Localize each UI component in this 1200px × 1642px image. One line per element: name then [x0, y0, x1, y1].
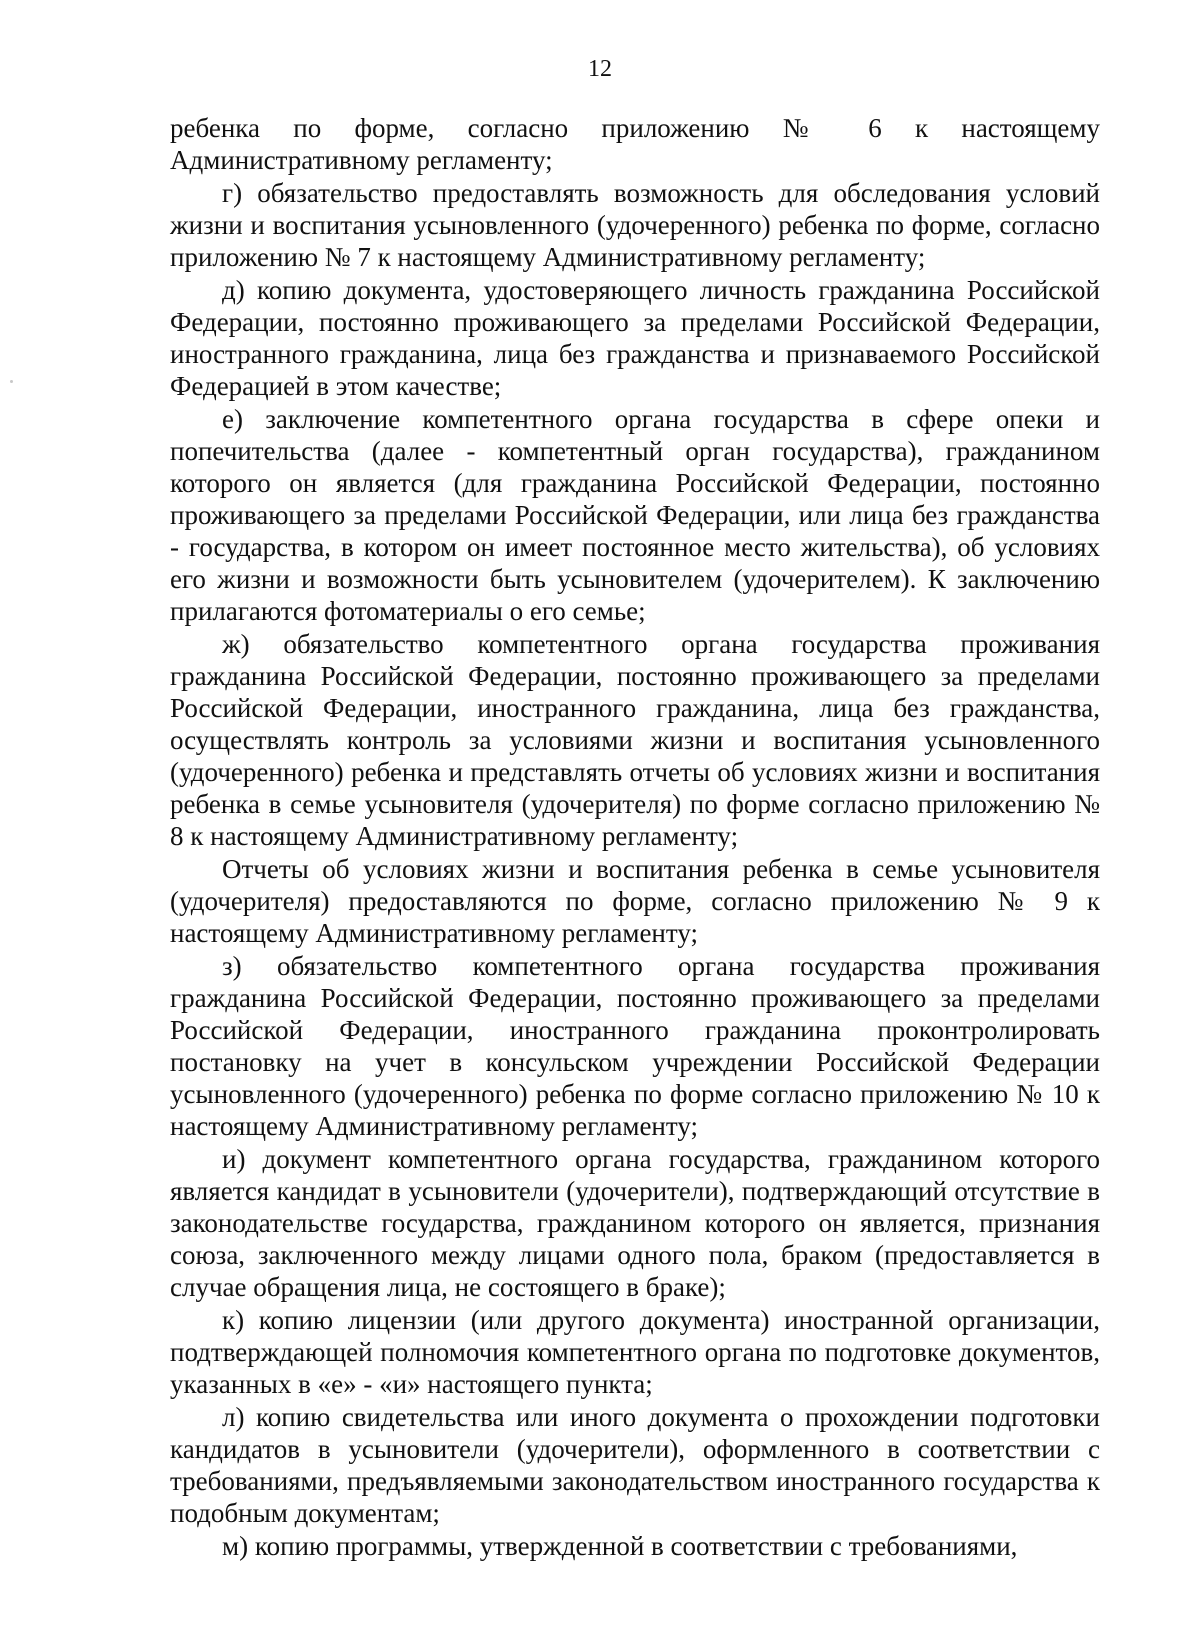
paragraph-item-g: г) обязательство предоставлять возможность для обследования условий жизни и воспитания усыновленного (удочеренного) ребенка по форме, согласно приложению № 7 к настоящему Административному регламенту;	[170, 178, 1100, 272]
paragraph-item-k: к) копию лицензии (или другого документа) иностранной организации, подтверждающей полномочия компетентного органа по подготовке документов, указанных в «е» - «и» настоящего пункта;	[170, 1305, 1100, 1399]
paragraph-continuation: ребенка по форме, согласно приложению № 6 к настоящему Административному регламенту;	[170, 113, 1100, 175]
paragraph-item-m: м) копию программы, утвержденной в соответствии с требованиями,	[222, 1531, 1018, 1561]
paragraph-item-l: л) копию свидетельства или иного документа о прохождении подготовки кандидатов в усыновители (удочерители), оформленного в соответствии с требованиями, предъявляемыми законодательством иностранного государства к подобным документам;	[170, 1402, 1100, 1528]
paragraph-item-e: е) заключение компетентного органа государства в сфере опеки и попечительства (далее - компетентный орган государства), гражданином которого он является (для гражданина Российской Федерации, постоянно проживающего за пределами Российской Федерации, или лица без гражданства - государства, в котором он имеет постоянное место жительства), об условиях его жизни и возможности быть усыновителем (удочерителем). К заключению прилагаются фотоматериалы о его семье;	[170, 404, 1100, 626]
paragraph-reports-note: Отчеты об условиях жизни и воспитания ребенка в семье усыновителя (удочерителя) предоставляются по форме, согласно приложению № 9 к настоящему Административному регламенту;	[170, 854, 1100, 948]
page-number: 12	[588, 56, 612, 82]
paragraph-item-i: и) документ компетентного органа государства, гражданином которого является кандидат в усыновители (удочерители), подтверждающий отсутствие в законодательстве государства, гражданином которого он является, признания союза, заключенного между лицами одного пола, браком (предоставляется в случае обращения лица, не состоящего в браке);	[170, 1144, 1100, 1302]
paragraph-item-z: з) обязательство компетентного органа государства проживания гражданина Российской Федерации, постоянно проживающего за пределами Российской Федерации, иностранного гражданина проконтролировать постановку на учет в консульском учреждении Российской Федерации усыновленного (удочеренного) ребенка по форме согласно приложению № 10 к настоящему Административному регламенту;	[170, 951, 1100, 1141]
scan-speck	[10, 380, 13, 383]
paragraph-item-d: д) копию документа, удостоверяющего личность гражданина Российской Федерации, постоянно проживающего за пределами Российской Федерации, иностранного гражданина, лица без гражданства и признаваемого Российской Федерацией в этом качестве;	[170, 275, 1100, 401]
document-body	[170, 112, 1100, 1562]
paragraph-item-zh: ж) обязательство компетентного органа государства проживания гражданина Российской Федерации, постоянно проживающего за пределами Российской Федерации, иностранного гражданина, лица без гражданства, осуществлять контроль за условиями жизни и воспитания усыновленного (удочеренного) ребенка и представлять отчеты об условиях жизни и воспитания ребенка в семье усыновителя (удочерителя) по форме согласно приложению № 8 к настоящему Административному регламенту;	[170, 629, 1100, 851]
